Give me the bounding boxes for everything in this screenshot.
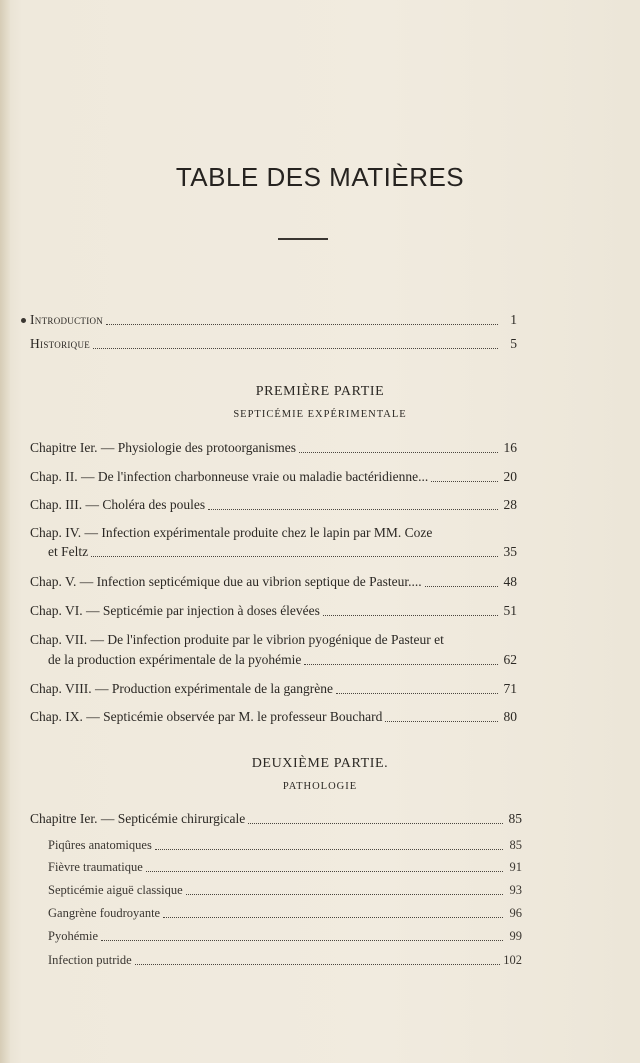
- toc-entry-page: 71: [503, 681, 517, 696]
- dot-leader: [385, 720, 498, 722]
- toc-entry-page: 91: [509, 860, 522, 874]
- dot-leader: [299, 451, 498, 453]
- toc-entry-label: Chapitre Ier. — Physiologie des protoorganismes: [30, 440, 296, 455]
- toc-entry: [30, 468, 517, 486]
- toc-entry-historique: [30, 335, 517, 353]
- toc-subentry: [48, 927, 522, 945]
- part2-subheading: PATHOLOGIE: [282, 781, 358, 792]
- toc-entry: [30, 439, 517, 457]
- toc-entry: [30, 680, 517, 698]
- toc-entry-page: 20: [503, 469, 517, 484]
- toc-entry-page: 96: [509, 906, 522, 920]
- part1-subheading: SEPTICÉMIE EXPÉRIMENTALE: [233, 409, 407, 420]
- dot-leader: [336, 692, 498, 694]
- toc-entry-label: Infection putride: [48, 953, 132, 967]
- page-binding-edge: [0, 0, 10, 1063]
- dot-leader: [146, 870, 503, 872]
- toc-entry-page: 35: [503, 544, 517, 559]
- part1-heading: PREMIÈRE PARTIE: [255, 384, 385, 399]
- toc-subentry: [48, 836, 522, 854]
- toc-entry-label: Introduction: [30, 312, 104, 327]
- toc-entry-label: Chap. IX. — Septicémie observée par M. le professeur Bouchard: [30, 709, 383, 724]
- toc-entry-label: Chap. VI. — Septicémie par injection à doses élevées: [30, 603, 320, 618]
- toc-entry-label: Chap. V. — Infection septicémique due au vibrion septique de Pasteur....: [30, 574, 422, 589]
- toc-entry-label: et Feltz: [48, 544, 89, 559]
- toc-entry-label: Chap. VIII. — Production expérimentale de la gangrène: [30, 681, 334, 696]
- toc-entry-page: 48: [503, 574, 517, 589]
- dot-leader: [323, 614, 498, 616]
- toc-entry-label: Gangrène foudroyante: [48, 906, 161, 920]
- dot-leader: [101, 939, 503, 941]
- toc-entry-line1: Chap. IV. — Infection expérimentale produite chez le lapin par MM. Coze: [30, 525, 433, 540]
- toc-entry-page: 80: [503, 709, 517, 724]
- toc-subentry: [48, 881, 522, 899]
- toc-subentry: [48, 858, 522, 876]
- toc-entry-page: 93: [509, 883, 522, 897]
- dot-leader: [248, 822, 503, 824]
- toc-entry: [30, 573, 517, 591]
- toc-entry-page: 62: [503, 652, 517, 667]
- toc-entry-page: 102: [503, 953, 522, 967]
- toc-subentry: [48, 904, 522, 922]
- dot-leader: [155, 848, 503, 850]
- toc-entry-page: 5: [510, 336, 517, 351]
- toc-entry: [48, 651, 517, 669]
- dot-leader: [163, 916, 503, 918]
- toc-entry-page: 51: [503, 603, 517, 618]
- toc-entry-page: 99: [509, 929, 522, 943]
- toc-entry-page: 85: [508, 811, 522, 826]
- dot-leader: [106, 323, 498, 325]
- toc-entry: [30, 810, 522, 828]
- toc-entry-introduction: [30, 311, 517, 329]
- dot-leader: [93, 347, 498, 349]
- toc-entry-label: Chapitre Ier. — Septicémie chirurgicale: [30, 811, 246, 826]
- dot-leader: [304, 663, 498, 665]
- toc-entry-label: Fièvre traumatique: [48, 860, 143, 874]
- toc-entry-label: Chap. III. — Choléra des poules: [30, 497, 206, 512]
- toc-entry-label: de la production expérimentale de la pyohémie: [48, 652, 302, 667]
- toc-entry-label: Pyohémie: [48, 929, 98, 943]
- margin-mark: [21, 318, 26, 323]
- toc-entry-page: 28: [503, 497, 517, 512]
- dot-leader: [208, 508, 498, 510]
- toc-entry: [30, 602, 517, 620]
- part2-heading: DEUXIÈME PARTIE.: [251, 756, 389, 771]
- toc-entry-label: Septicémie aiguë classique: [48, 883, 183, 897]
- dot-leader: [135, 963, 501, 965]
- toc-entry-page: 16: [503, 440, 517, 455]
- toc-entry-line1: Chap. VII. — De l'infection produite par le vibrion pyogénique de Pasteur et: [30, 632, 444, 647]
- toc-entry: [30, 708, 517, 726]
- dot-leader: [425, 585, 498, 587]
- toc-entry: [30, 496, 517, 514]
- page-title: TABLE DES MATIÈRES: [175, 162, 465, 192]
- toc-entry-page: 1: [510, 312, 517, 327]
- toc-entry-label: Piqûres anatomiques: [48, 838, 152, 852]
- toc-subentry: [48, 951, 522, 969]
- toc-entry-label: Historique: [30, 336, 91, 351]
- dot-leader: [431, 480, 498, 482]
- title-rule: [278, 238, 328, 240]
- dot-leader: [186, 893, 503, 895]
- toc-entry-page: 85: [509, 838, 522, 852]
- toc-entry: [48, 543, 517, 561]
- dot-leader: [91, 555, 498, 557]
- toc-entry-label: Chap. II. — De l'infection charbonneuse vraie ou maladie bactéridienne...: [30, 469, 429, 484]
